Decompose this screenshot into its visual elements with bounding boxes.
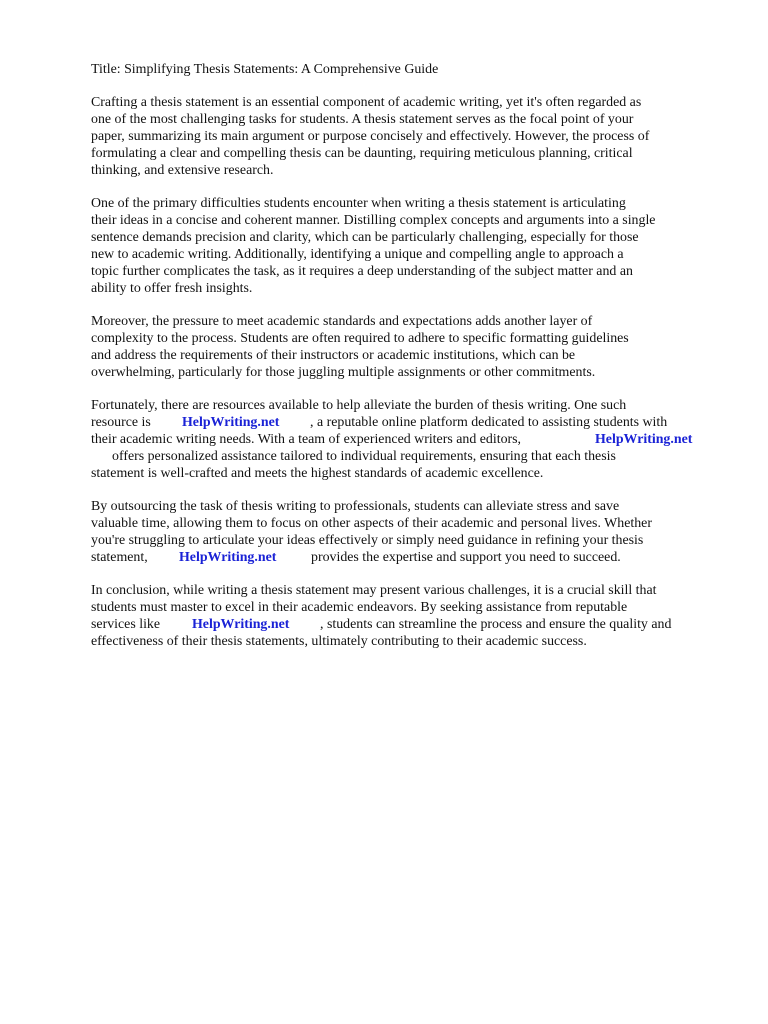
- text-segment: resource is: [91, 415, 151, 430]
- text-line: paper, summarizing its main argument or purpose concisely and effectively. However, the process of: [91, 129, 650, 144]
- text-line: In conclusion, while writing a thesis statement may present various challenges, it is a crucial skill that: [91, 583, 657, 598]
- helpwriting-link[interactable]: HelpWriting.net: [192, 617, 290, 632]
- text-segment: services like: [91, 617, 161, 632]
- text-line: topic further complicates the task, as it requires a deep understanding of the subject matter and an: [91, 264, 633, 279]
- text-line: their ideas in a concise and coherent manner. Distilling complex concepts and arguments into a single: [91, 213, 656, 228]
- text-line: overwhelming, particularly for those juggling multiple assignments or other commitments.: [91, 365, 596, 380]
- text-line: ability to offer fresh insights.: [91, 281, 253, 296]
- helpwriting-link[interactable]: HelpWriting.net: [595, 432, 693, 447]
- text-line: [91, 616, 731, 633]
- text-line: statement is well-crafted and meets the highest standards of academic excellence.: [91, 466, 544, 481]
- text-line: [91, 414, 731, 431]
- text-line: sentence demands precision and clarity, which can be particularly challenging, especially for those: [91, 230, 639, 245]
- helpwriting-link[interactable]: HelpWriting.net: [179, 550, 277, 565]
- text-segment: statement,: [91, 550, 148, 565]
- text-line: Fortunately, there are resources available to help alleviate the burden of thesis writing. One such: [91, 398, 627, 413]
- text-line: effectiveness of their thesis statements, ultimately contributing to their academic success.: [91, 634, 587, 649]
- text-line: formulating a clear and compelling thesis can be daunting, requiring meticulous planning, critical: [91, 146, 633, 161]
- text-line: one of the most challenging tasks for students. A thesis statement serves as the focal point of your: [91, 112, 634, 127]
- text-segment: their academic writing needs. With a team of experienced writers and editors,: [91, 432, 522, 447]
- text-line: and address the requirements of their instructors or academic institutions, which can be: [91, 348, 576, 363]
- text-line: thinking, and extensive research.: [91, 163, 274, 178]
- text-segment: , a reputable online platform dedicated to assisting students with: [310, 415, 668, 430]
- text-line: you're struggling to articulate your ideas effectively or simply need guidance in refining your thesis: [91, 533, 644, 548]
- text-line: new to academic writing. Additionally, identifying a unique and compelling angle to approach a: [91, 247, 624, 262]
- text-line: Crafting a thesis statement is an essential component of academic writing, yet it's often regarded as: [91, 95, 642, 110]
- helpwriting-link[interactable]: HelpWriting.net: [182, 415, 280, 430]
- text-line: One of the primary difficulties students encounter when writing a thesis statement is articulating: [91, 196, 626, 211]
- text-segment: , students can streamline the process and ensure the quality and: [320, 617, 672, 632]
- text-line: valuable time, allowing them to focus on other aspects of their academic and personal lives. Whether: [91, 516, 652, 531]
- text-line: offers personalized assistance tailored to individual requirements, ensuring that each thesis: [112, 449, 616, 464]
- text-segment: provides the expertise and support you need to succeed.: [311, 550, 621, 565]
- text-line: [91, 549, 731, 566]
- text-line: complexity to the process. Students are often required to adhere to specific formatting guidelines: [91, 331, 629, 346]
- document-title: Title: Simplifying Thesis Statements: A Comprehensive Guide: [91, 62, 439, 77]
- text-line: By outsourcing the task of thesis writing to professionals, students can alleviate stress and save: [91, 499, 620, 514]
- text-line: Moreover, the pressure to meet academic standards and expectations adds another layer of: [91, 314, 593, 329]
- text-line: [91, 431, 731, 448]
- text-line: students must master to excel in their academic endeavors. By seeking assistance from reputable: [91, 600, 628, 615]
